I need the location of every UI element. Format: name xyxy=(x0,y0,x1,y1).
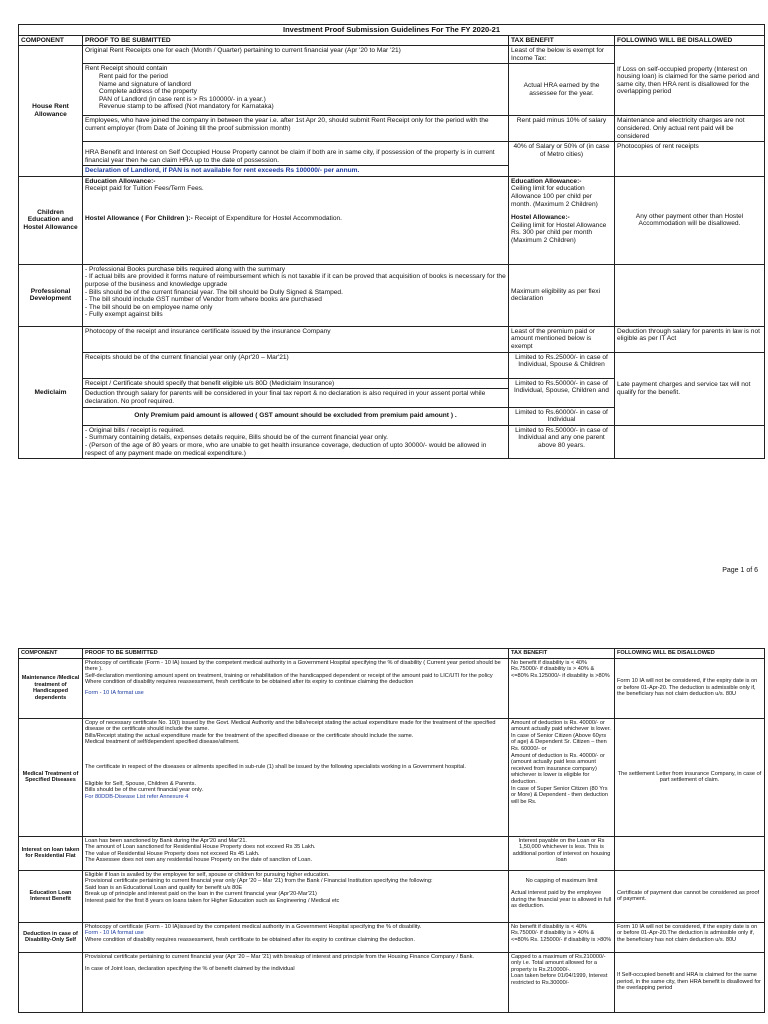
mediclaim-proof-4: Deduction through salary for parents will be considered in your final tax report & no declaration is also required in your assent portal while declaration. No proof required. xyxy=(83,389,509,407)
component-housing-loan xyxy=(19,952,83,1012)
hra-proof-1: Original Rent Receipts one for each (Month / Quarter) pertaining to current financial year (Apr '20 to Mar '21) xyxy=(83,46,509,64)
specified-benefit-line: In case of Super Senior Citizen (80 Yrs or More) & Dependent - then deduction will be Rs. xyxy=(511,785,609,805)
children-proof-2: Receipt of Expenditure for Hostel Accommodation. xyxy=(192,214,342,222)
specified-proof xyxy=(83,718,509,836)
mediclaim-benefit-2: Limited to Rs.25000/- in case of Individual, Spouse & Children xyxy=(509,352,615,378)
hra-benefit-3: Rent paid minus 10% of salary xyxy=(509,116,615,142)
education-loan-benefit xyxy=(509,870,615,922)
header-benefit: TAX BENEFIT xyxy=(509,649,615,659)
housing-proof xyxy=(83,952,509,1012)
hra-disallow-3: Photocopies of rent receipts xyxy=(615,142,765,177)
header-disallowed: FOLLOWING WILL BE DISALLOWED xyxy=(615,649,765,659)
housing-disallow: If Self-occupied benefit and HRA is claimed for the same period, in the same city, then HRA benefit is disallowed for the overlapping period xyxy=(615,952,765,1012)
hra-proof-3: Employees, who have joined the company in between the year i.e. after 1st Apr 20, should submit Rent Receipt only for the period with the current employer (from Date of Joining till the proof submission month) xyxy=(83,116,509,142)
page-1 xyxy=(18,24,764,459)
education-loan-proof-line: Said loan is an Educational Loan and qualify for benefit u/s 80E xyxy=(85,884,243,891)
hra-proof-2-head: Rent Receipt should contain xyxy=(85,65,168,73)
professional-proof xyxy=(83,264,509,326)
mediclaim-disallow-empty xyxy=(615,425,765,458)
specified-proof-line: Copy of necessary certificate No. 10(I) issued by the Govt. Medical Authority and the bills/receipt stating the actual expenditure made for the treatment of the specified disease or the certificate should include the same. xyxy=(85,719,496,733)
hra-proof-4: HRA Benefit and Interest on Self Occupied House Property cannot be claim if both are in same city, if possession of the property is in current financial year then he can claim HRA up to the date of possession. xyxy=(83,142,509,166)
maintenance-proof xyxy=(83,658,509,718)
maintenance-disallow: Form 10 IA will not be considered, if the expiry date is on or before 01-Apr-20. The deduction is admissible only if, the beneficiary has not claim deduction u/s. 80U xyxy=(615,658,765,718)
education-loan-proof-line: Break up of principle and interest paid on the loan in the current financial year (Apr'20-Mar'21) xyxy=(85,891,317,898)
children-benefit xyxy=(509,176,615,264)
mediclaim-proof-1: Photocopy of the receipt and insurance certificate issued by the insurance Company xyxy=(83,326,509,352)
home-loan-proof-line: The Assessee does not own any residential house Property on the date of sanction of Loan. xyxy=(85,857,313,864)
hra-benefit-1: Least of the below is exempt for Income Tax: xyxy=(509,46,615,64)
children-disallow: Any other payment other than Hostel Accommodation will be disallowed. xyxy=(615,176,765,264)
component-disability: Deduction in case of Disability-Only Self xyxy=(19,922,83,952)
specified-proof-line: Eligible for Self, Spouse, Children & Parents. xyxy=(85,780,197,787)
mediclaim-proof-6-line: - (Person of the age of 80 years or more, who are unable to get health insurance coverage, deduction of upto 30000/- would be allowed in respect of any payment made on medical expenditure.) xyxy=(85,441,487,457)
professional-proof-line: - Professional Books purchase bills required along with the summary xyxy=(85,265,286,273)
component-mediclaim: Mediclaim xyxy=(19,326,83,458)
professional-benefit: Maximum eligibility as per flexi declaration xyxy=(509,264,615,326)
mediclaim-benefit-4: Limited to Rs.60000/- in case of Individual xyxy=(509,407,615,425)
housing-proof-line: Provisional certificate pertaining to current financial year (Apr '20 – Mar '21) with breakup of interest and principle from the Housing Finance Company / Bank. xyxy=(85,953,474,960)
specified-benefit-line: Amount of deduction is Rs. 40000/- or (amount actually paid less amount received from insurance company) whichever is lower is eligible for deduction. xyxy=(511,752,605,785)
component-children: Children Education and Hostel Allowance xyxy=(19,176,83,264)
mediclaim-proof-6 xyxy=(83,425,509,458)
children-proof xyxy=(83,176,509,264)
hra-proof-2-item: Rent paid for the period xyxy=(99,72,168,80)
mediclaim-proof-6-line: - Summary containing details, expenses details require, Bills should be of the current financial year only. xyxy=(85,434,388,442)
maintenance-form-link[interactable]: Form - 10 IA format use xyxy=(85,689,144,696)
children-benefit-1-head: Education Allowance:- xyxy=(511,177,582,185)
home-loan-proof-line: The amount of Loan sanctioned for Residential House Property does not exceed Rs 35 Lakh. xyxy=(85,844,316,851)
housing-benefit xyxy=(509,952,615,1012)
mediclaim-disallow-1: Deduction through salary for parents in law is not eligible as per IT Act xyxy=(615,326,765,352)
professional-proof-line: - The bill should include GST number of Vendor from where books are purchased xyxy=(85,296,322,304)
specified-annexure-link[interactable]: For 80DDB-Disease List refer Annexure 4 xyxy=(85,793,189,800)
housing-benefit-line: Loan taken before 01/04/1999, Interest restricted to Rs.30000/- xyxy=(511,973,608,986)
maintenance-proof-line: Photocopy of certificate (Form - 10 IA) issued by the competent medical authority in a Government Hospital specifying the % of disability ( Current year period should be there ). xyxy=(85,659,501,673)
specified-proof-line: Bills/Receipt stating the actual expenditure made for the treatment of the specified disease or the certificate should include the same. xyxy=(85,732,414,739)
education-loan-proof-line: Provisional certificate pertaining to current financial year only (Apr '20 – Mar '21) from the Bank / Financial Institution specifying the following: xyxy=(85,878,433,885)
mediclaim-disallow-2: Late payment charges and service tax will not qualify for the benefit. xyxy=(615,352,765,425)
mediclaim-proof-2: Receipts should be of the current financial year only (Apr'20 – Mar'21) xyxy=(83,352,509,378)
header-component: COMPONENT xyxy=(19,35,83,46)
component-education-loan: Education Loan Interest Benefit xyxy=(19,870,83,922)
specified-benefit xyxy=(509,718,615,836)
specified-disallow: The settlement Letter from insurance Company, in case of part settlement of claim. xyxy=(615,718,765,836)
mediclaim-proof-5: Only Premium paid amount is allowed ( GST amount should be excluded from premium paid amount ) . xyxy=(83,407,509,425)
mediclaim-benefit-3: Limited to Rs.50000/- in case of Individual, Spouse, Children and xyxy=(509,378,615,407)
hra-benefit-4: 40% of Salary or 50% of (in case of Metro cities) xyxy=(509,142,615,177)
home-loan-proof xyxy=(83,836,509,870)
children-proof-2-head: Hostel Allowance ( For Children ):- xyxy=(85,214,193,222)
home-loan-proof-line: The value of Residential House Property does not exceed Rs 45 Lakh. xyxy=(85,850,260,857)
page-number: Page 1 of 6 xyxy=(722,567,758,574)
education-loan-proof-line: Eligible if loan is availed by the employee for self, spouse or children for pursuing higher education. xyxy=(85,871,330,878)
home-loan-disallow xyxy=(615,836,765,870)
disability-proof-line: Photocopy of certificate (Form - 10 IA)issued by the competent medical authority in a Government Hospital specifying the % of disability. xyxy=(85,923,422,930)
children-benefit-2-head: Hostel Allowance:- xyxy=(511,214,570,222)
professional-proof-line: - If actual bills are provided it forms nature of reimbursement which is not taxable if it can be proved that acquisition of books is necessary for the purpose of the business and knowledge upgrade xyxy=(85,273,506,288)
children-benefit-1: Ceiling limit for education Allowance 100 per child per month. (Maximum 2 Children) xyxy=(511,185,598,208)
home-loan-benefit: Interest payable on the Loan or Rs 1,50,000 whichever is less. This is additional portion of interest on housing loan xyxy=(509,836,615,870)
component-professional: Professional Development xyxy=(19,264,83,326)
children-proof-1: Receipt paid for Tuition Fees/Term Fees. xyxy=(85,185,204,193)
header-benefit: TAX BENEFIT xyxy=(509,35,615,46)
maintenance-proof-line: Self-declaration mentioning amount spent on treatment, training or rehabilitation of the handicapped dependent or receipt of the amount paid to LIC/UTI for the policy xyxy=(85,672,493,679)
hra-proof-2-item: Revenue stamp to be affixed (Not mandatory for Karnataka) xyxy=(99,103,274,111)
guidelines-table-page-2 xyxy=(18,648,765,1013)
specified-benefit-line: Amount of deduction is Rs. 40000/- or amount actually paid whichever is lower. xyxy=(511,719,611,733)
mediclaim-proof-6-line: - Original bills / receipt is required. xyxy=(85,426,185,434)
hra-disallow-2: Maintenance and electricity charges are not considered. Only actual rent paid will be considered xyxy=(615,116,765,142)
professional-proof-line: - The bill should be on employee name only xyxy=(85,303,213,311)
component-maintenance: Maintenance /Medical treatment of Handicapped dependents xyxy=(19,658,83,718)
professional-proof-line: - Bills should be of the current financial year. The bill should be Dully Signed & Stamped. xyxy=(85,288,343,296)
hra-proof-2 xyxy=(83,64,509,116)
mediclaim-proof-3: Receipt / Certificate should specify that benefit eligible u/s 80D (Mediclaim Insurance) xyxy=(83,378,509,389)
disability-proof xyxy=(83,922,509,952)
disability-form-link[interactable]: Form - 10 IA format use xyxy=(85,930,144,937)
disability-benefit: No benefit if disability is < 40% Rs.75000/- if disability is > 40% & <=80% Rs. 125000/- if disability is >80% xyxy=(509,922,615,952)
page-2 xyxy=(18,648,764,1013)
hra-disallow-1: If Loss on self-occupied property (Interest on housing loan) is claimed for the same period and same city, then HRA rent is disallowed for the overlapping period xyxy=(615,46,765,116)
housing-benefit-line: Capped to a maximum of Rs.210000/- only i.e. Total amount allowed for a property is Rs.210000/-. xyxy=(511,953,606,973)
mediclaim-benefit-5: Limited to Rs.50000/- in case of Individual and any one parent above 80 years. xyxy=(509,425,615,458)
disability-proof-line: Where condition of disability requires reassessment, fresh certificate to be obtained after its expiry to continue claiming the deduction. xyxy=(85,936,415,943)
guidelines-table-page-1 xyxy=(18,24,765,459)
education-loan-proof xyxy=(83,870,509,922)
component-home-loan: Interest on loan taken for Residential Flat xyxy=(19,836,83,870)
component-hra: House Rent Allowance xyxy=(19,46,83,177)
professional-disallow xyxy=(615,264,765,326)
professional-proof-line: - Fully exempt against bills xyxy=(85,311,163,319)
header-proof: PROOF TO BE SUBMITTED xyxy=(83,649,509,659)
specified-benefit-line: In case of Senior Citizen (Above 60yrs of age) & Dependent Sr. Citizen – then Rs. 60000/- or xyxy=(511,732,607,752)
disability-disallow: Form 10 IA will not be considered, if the expiry date is on or before 01-Apr-20.The deduction is admissible only if, the beneficiary has not claim deduction u/s. 80U xyxy=(615,922,765,952)
header-disallowed: FOLLOWING WILL BE DISALLOWED xyxy=(615,35,765,46)
header-component: COMPONENT xyxy=(19,649,83,659)
education-loan-benefit-line: Actual interest paid by the employee during the financial year is allowed in full as deduction. xyxy=(511,890,612,910)
education-loan-proof-line: Interest paid for the first 8 years on loans taken for Higher Education such as Engineering / Medical etc xyxy=(85,897,340,904)
component-specified-diseases: Medical Treatment of Specified Diseases xyxy=(19,718,83,836)
maintenance-benefit: No benefit if disability is < 40% Rs.75000/- if disability is > 40% & <=80% Rs.125000/- if disability is >80% xyxy=(509,658,615,718)
header-proof: PROOF TO BE SUBMITTED xyxy=(83,35,509,46)
hra-benefit-2: Actual HRA earned by the assessee for the year. xyxy=(509,64,615,116)
maintenance-proof-line: Where condition of disability requires reassessment, fresh certificate to be obtained after its expiry to continue claiming the deduction xyxy=(85,679,414,686)
hra-proof-2-item: Complete address of the property xyxy=(99,88,197,96)
mediclaim-benefit-1: Least of the premium paid or amount mentioned below is exempt xyxy=(509,326,615,352)
home-loan-proof-line: Loan has been sanctioned by Bank during the Apr'20 and Mar'21. xyxy=(85,837,247,844)
specified-proof-line: Medical treatment of self/dependent specified disease/ailment. xyxy=(85,739,240,746)
children-benefit-2: Ceiling limit for Hostel Allowance Rs. 300 per child per month (Maximum 2 Children) xyxy=(511,221,607,244)
hra-proof-2-item: PAN of Landlord (in case rent is > Rs 100000/- in a year.) xyxy=(99,95,266,103)
education-loan-benefit-line: No capping of maximum limit xyxy=(525,877,598,884)
hra-proof-2-item: Name and signature of landlord xyxy=(99,80,192,88)
hra-proof-5: Declaration of Landlord, if PAN is not available for rent exceeds Rs 100000/- per annum. xyxy=(83,166,509,177)
specified-proof-line: The certificate in respect of the diseases or ailments specified in sub-rule (1) shall be issued by the following specialists working in a Government hospital. xyxy=(85,763,466,770)
education-loan-disallow: Certificate of payment due cannot be considered as proof of payment. xyxy=(615,870,765,922)
document-title: Investment Proof Submission Guidelines For The FY 2020-21 xyxy=(19,25,765,36)
specified-proof-line: Bills should be of the current financial year only. xyxy=(85,787,204,794)
children-proof-1-head: Education Allowance:- xyxy=(85,177,156,185)
housing-proof-line: In case of Joint loan, declaration specifying the % of benefit claimed by the individual xyxy=(85,966,295,973)
